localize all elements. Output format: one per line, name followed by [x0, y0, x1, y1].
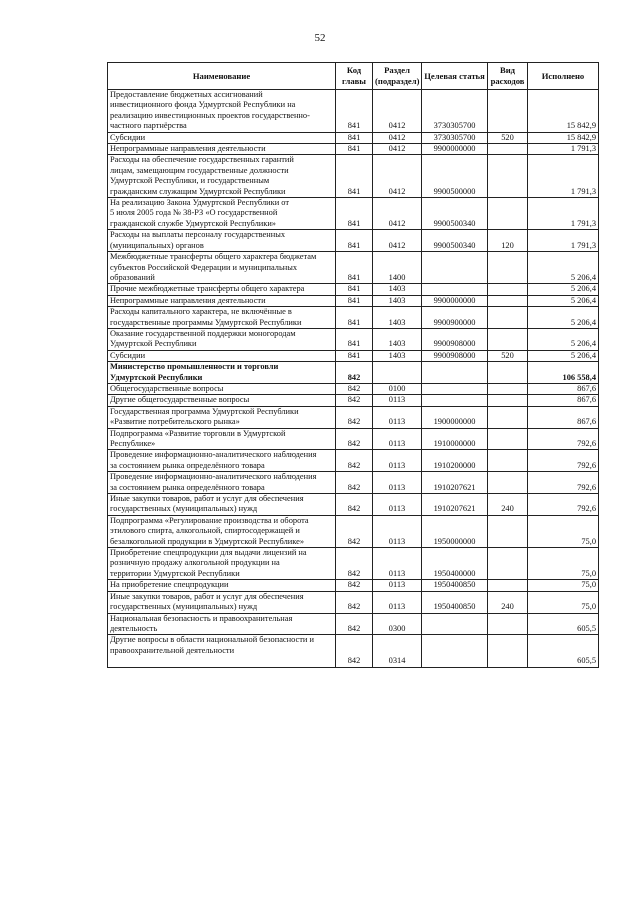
row-executed: 5 206,4	[528, 328, 599, 350]
row-expense-type	[488, 328, 528, 350]
row-expense-type: 520	[488, 132, 528, 143]
row-code: 841	[336, 155, 373, 198]
row-code: 841	[336, 284, 373, 295]
row-expense-type	[488, 406, 528, 428]
table-row	[108, 635, 599, 667]
row-name: Проведение информационно-аналитического наблюдения за состоянием рынка определённого товара	[108, 472, 336, 494]
row-code: 842	[336, 515, 373, 547]
page-number: 52	[314, 32, 326, 44]
row-executed: 792,6	[528, 428, 599, 450]
row-section: 0412	[373, 198, 422, 230]
row-section: 0113	[373, 395, 422, 406]
row-code: 841	[336, 198, 373, 230]
row-target	[422, 395, 488, 406]
row-code: 842	[336, 450, 373, 472]
row-section: 0412	[373, 144, 422, 155]
row-code: 842	[336, 613, 373, 635]
row-section: 0113	[373, 428, 422, 450]
row-name: Субсидии	[108, 350, 336, 361]
row-target	[422, 383, 488, 394]
row-expense-type	[488, 428, 528, 450]
table-row	[108, 328, 599, 350]
row-name: Предоставление бюджетных ассигнований инвестиционного фонда Удмуртской Республики на реализацию инвестиционных проектов государственно- частного партнёрства	[108, 90, 336, 133]
row-section: 1403	[373, 328, 422, 350]
row-executed: 867,6	[528, 383, 599, 394]
row-expense-type	[488, 548, 528, 580]
row-code: 841	[336, 295, 373, 306]
row-target: 1910000000	[422, 428, 488, 450]
row-executed: 5 206,4	[528, 252, 599, 284]
row-target	[422, 252, 488, 284]
row-expense-type	[488, 580, 528, 591]
table-row	[108, 350, 599, 361]
row-name: Государственная программа Удмуртской Республики «Развитие потребительского рынка»	[108, 406, 336, 428]
row-executed: 5 206,4	[528, 284, 599, 295]
row-name: Оказание государственной поддержки моногородам Удмуртской Республики	[108, 328, 336, 350]
row-executed: 792,6	[528, 472, 599, 494]
row-executed: 1 791,3	[528, 155, 599, 198]
row-expense-type	[488, 613, 528, 635]
row-executed: 5 206,4	[528, 295, 599, 306]
header-code: Код главы	[336, 63, 373, 90]
row-expense-type	[488, 198, 528, 230]
table-row	[108, 428, 599, 450]
table-row	[108, 472, 599, 494]
row-target: 1950000000	[422, 515, 488, 547]
table-row	[108, 383, 599, 394]
row-name: Прочие межбюджетные трансферты общего характера	[108, 284, 336, 295]
row-target: 9900500000	[422, 155, 488, 198]
row-section: 1403	[373, 350, 422, 361]
header-section: Раздел (подраздел)	[373, 63, 422, 90]
row-code: 842	[336, 580, 373, 591]
row-expense-type	[488, 362, 528, 384]
row-target: 1910207621	[422, 472, 488, 494]
row-target	[422, 635, 488, 667]
row-name: Министерство промышленности и торговли Удмуртской Республики	[108, 362, 336, 384]
row-section: 0300	[373, 613, 422, 635]
row-expense-type: 520	[488, 350, 528, 361]
row-expense-type	[488, 383, 528, 394]
row-executed: 605,5	[528, 635, 599, 667]
row-expense-type	[488, 472, 528, 494]
row-code: 842	[336, 428, 373, 450]
table-row	[108, 155, 599, 198]
row-name: Национальная безопасность и правоохранительная деятельность	[108, 613, 336, 635]
row-executed: 75,0	[528, 515, 599, 547]
row-name: Подпрограмма «Развитие торговли в Удмуртской Республике»	[108, 428, 336, 450]
row-target	[422, 613, 488, 635]
row-code: 841	[336, 90, 373, 133]
row-executed: 1 791,3	[528, 144, 599, 155]
table-row	[108, 580, 599, 591]
row-section: 0113	[373, 591, 422, 613]
row-executed: 106 558,4	[528, 362, 599, 384]
header-executed: Исполнено	[528, 63, 599, 90]
row-executed: 1 791,3	[528, 198, 599, 230]
row-code: 841	[336, 307, 373, 329]
row-code: 841	[336, 328, 373, 350]
row-code: 842	[336, 548, 373, 580]
table-row	[108, 307, 599, 329]
row-section: 0113	[373, 406, 422, 428]
row-executed: 15 842,9	[528, 90, 599, 133]
row-code: 842	[336, 472, 373, 494]
row-expense-type: 240	[488, 494, 528, 516]
row-code: 842	[336, 362, 373, 384]
row-name: Межбюджетные трансферты общего характера бюджетам субъектов Российской Федерации и муниципальных образований	[108, 252, 336, 284]
row-target: 9900000000	[422, 144, 488, 155]
row-code: 842	[336, 591, 373, 613]
expenditure-table	[107, 62, 599, 668]
row-code: 841	[336, 144, 373, 155]
row-target: 9900000000	[422, 295, 488, 306]
row-expense-type	[488, 395, 528, 406]
table-row	[108, 144, 599, 155]
row-section: 0113	[373, 548, 422, 580]
table-row	[108, 548, 599, 580]
table-row	[108, 90, 599, 133]
row-executed: 792,6	[528, 450, 599, 472]
row-name: Иные закупки товаров, работ и услуг для обеспечения государственных (муниципальных) нужд	[108, 494, 336, 516]
row-target: 9900500340	[422, 230, 488, 252]
row-section: 0412	[373, 230, 422, 252]
table-row	[108, 450, 599, 472]
row-code: 841	[336, 252, 373, 284]
row-section: 0113	[373, 580, 422, 591]
row-expense-type	[488, 515, 528, 547]
row-target: 1950400850	[422, 591, 488, 613]
row-code: 842	[336, 406, 373, 428]
row-section: 0412	[373, 155, 422, 198]
row-target: 9900908000	[422, 328, 488, 350]
row-target: 1910200000	[422, 450, 488, 472]
row-code: 842	[336, 383, 373, 394]
row-name: Общегосударственные вопросы	[108, 383, 336, 394]
row-name: Проведение информационно-аналитического наблюдения за состоянием рынка определённого товара	[108, 450, 336, 472]
row-name: Другие вопросы в области национальной безопасности и правоохранительной деятельности	[108, 635, 336, 667]
row-target: 1950400850	[422, 580, 488, 591]
row-target: 1950400000	[422, 548, 488, 580]
row-code: 842	[336, 395, 373, 406]
row-section: 0314	[373, 635, 422, 667]
row-target: 3730305700	[422, 132, 488, 143]
table-row	[108, 132, 599, 143]
row-code: 841	[336, 350, 373, 361]
row-executed: 1 791,3	[528, 230, 599, 252]
row-expense-type	[488, 284, 528, 295]
row-target: 9900500340	[422, 198, 488, 230]
row-expense-type	[488, 635, 528, 667]
row-name: Непрограммные направления деятельности	[108, 295, 336, 306]
row-code: 841	[336, 132, 373, 143]
row-section: 0100	[373, 383, 422, 394]
table-row	[108, 230, 599, 252]
row-expense-type: 120	[488, 230, 528, 252]
header-expense-type: Вид расходов	[488, 63, 528, 90]
row-executed: 75,0	[528, 580, 599, 591]
table-row	[108, 515, 599, 547]
row-executed: 867,6	[528, 406, 599, 428]
row-expense-type	[488, 450, 528, 472]
row-executed: 5 206,4	[528, 307, 599, 329]
table-row	[108, 295, 599, 306]
row-target: 9900908000	[422, 350, 488, 361]
table-row	[108, 591, 599, 613]
row-name: Непрограммные направления деятельности	[108, 144, 336, 155]
row-section: 0412	[373, 132, 422, 143]
row-section: 0113	[373, 450, 422, 472]
row-section	[373, 362, 422, 384]
table-row	[108, 613, 599, 635]
row-expense-type	[488, 90, 528, 133]
row-expense-type	[488, 155, 528, 198]
row-executed: 5 206,4	[528, 350, 599, 361]
row-target: 1900000000	[422, 406, 488, 428]
row-target	[422, 284, 488, 295]
row-name: На реализацию Закона Удмуртской Республики от 5 июля 2005 года № 38-РЗ «О государственной гражданской службе Удмуртской Республики»	[108, 198, 336, 230]
row-name: На приобретение спецпродукции	[108, 580, 336, 591]
table-row	[108, 362, 599, 384]
table-row	[108, 494, 599, 516]
row-section: 1403	[373, 307, 422, 329]
row-code: 842	[336, 494, 373, 516]
row-code: 842	[336, 635, 373, 667]
row-section: 0113	[373, 494, 422, 516]
row-name: Расходы на обеспечение государственных гарантий лицам, замещающим государственные должности Удмуртской Республики, и государственным гражданским служащим Удмуртской Республики	[108, 155, 336, 198]
row-target	[422, 362, 488, 384]
header-target: Целевая статья	[422, 63, 488, 90]
table-row	[108, 406, 599, 428]
table-row	[108, 252, 599, 284]
row-name: Иные закупки товаров, работ и услуг для обеспечения государственных (муниципальных) нужд	[108, 591, 336, 613]
row-name: Расходы на выплаты персоналу государственных (муниципальных) органов	[108, 230, 336, 252]
row-executed: 15 842,9	[528, 132, 599, 143]
row-name: Подпрограмма «Регулирование производства и оборота этилового спирта, алкогольной, спиртосодержащей и безалкогольной продукции в Удмуртской Республике»	[108, 515, 336, 547]
row-executed: 605,5	[528, 613, 599, 635]
row-section: 0113	[373, 472, 422, 494]
row-section: 1403	[373, 284, 422, 295]
row-expense-type	[488, 307, 528, 329]
row-expense-type	[488, 144, 528, 155]
row-executed: 792,6	[528, 494, 599, 516]
table-row	[108, 395, 599, 406]
row-section: 0412	[373, 90, 422, 133]
header-name: Наименование	[108, 63, 336, 90]
row-expense-type	[488, 252, 528, 284]
table-row	[108, 284, 599, 295]
row-section: 0113	[373, 515, 422, 547]
row-code: 841	[336, 230, 373, 252]
table-header-row	[108, 63, 599, 90]
row-executed: 75,0	[528, 591, 599, 613]
row-name: Расходы капитального характера, не включённые в государственные программы Удмуртской Республики	[108, 307, 336, 329]
row-name: Приобретение спецпродукции для выдачи лицензий на розничную продажу алкогольной продукции на территории Удмуртской Республики	[108, 548, 336, 580]
row-expense-type	[488, 295, 528, 306]
row-section: 1400	[373, 252, 422, 284]
row-name: Другие общегосударственные вопросы	[108, 395, 336, 406]
row-target: 3730305700	[422, 90, 488, 133]
row-target: 1910207621	[422, 494, 488, 516]
row-expense-type: 240	[488, 591, 528, 613]
row-executed: 867,6	[528, 395, 599, 406]
row-section: 1403	[373, 295, 422, 306]
row-name: Субсидии	[108, 132, 336, 143]
row-executed: 75,0	[528, 548, 599, 580]
row-target: 9900900000	[422, 307, 488, 329]
table-row	[108, 198, 599, 230]
